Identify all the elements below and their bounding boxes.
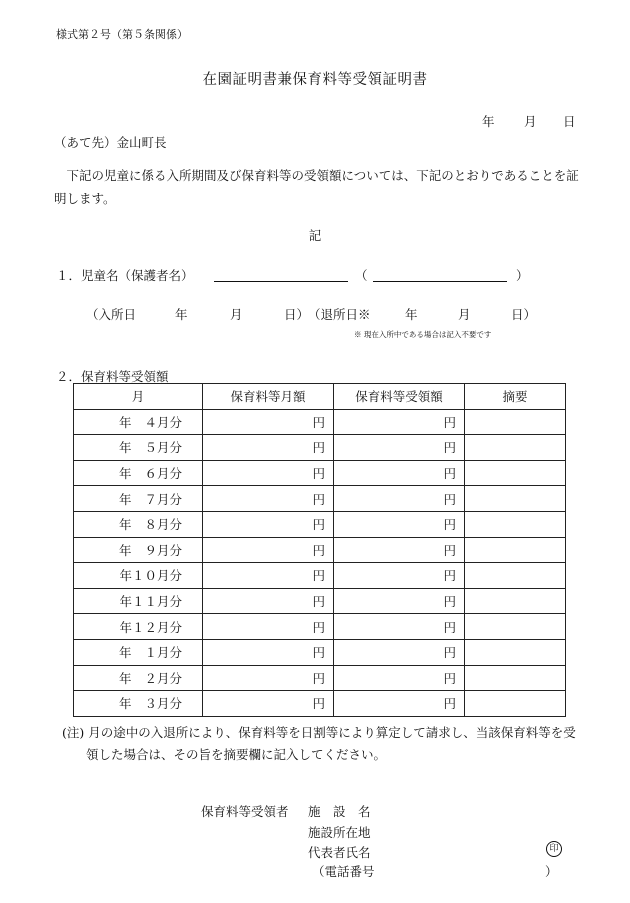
footnote-line-1: (注) 月の途中の入退所により、保育料等を日割等により算定して請求し、当該保育料等を受 [62, 725, 576, 740]
recipient-label: 保育料等受領者 [201, 804, 289, 819]
month-cell [74, 409, 203, 435]
document-title: 在園証明書兼保育料等受領証明書 [202, 72, 428, 88]
fee-row [74, 691, 566, 717]
yen-unit: 円 [312, 619, 325, 635]
yen-unit: 円 [443, 696, 456, 712]
fee-row [74, 460, 566, 486]
received-amount-cell[interactable] [334, 460, 465, 486]
exit-day: 日） [511, 307, 537, 322]
fee-table-header [74, 384, 566, 410]
remarks-cell[interactable] [465, 460, 566, 486]
remarks-cell[interactable] [465, 511, 566, 537]
date-day: 日 [563, 114, 576, 129]
fee-row [74, 435, 566, 461]
monthly-fee-cell[interactable] [203, 460, 334, 486]
yen-unit: 円 [312, 568, 325, 584]
month-label: １２月分 [131, 619, 182, 635]
phone-close: ） [545, 864, 558, 879]
monthly-fee-cell[interactable] [203, 409, 334, 435]
month-cell [74, 460, 203, 486]
month-label: ６月分 [144, 466, 182, 482]
guardian-paren-open: （ [355, 268, 368, 283]
fee-row [74, 537, 566, 563]
yen-unit: 円 [443, 491, 456, 507]
yen-unit: 円 [312, 440, 325, 456]
received-amount-cell[interactable] [334, 409, 465, 435]
form-number: 様式第２号（第５条関係） [56, 28, 188, 41]
exit-month: 月 [458, 307, 471, 322]
monthly-fee-cell[interactable] [203, 537, 334, 563]
yen-unit: 円 [443, 619, 456, 635]
monthly-fee-cell[interactable] [203, 486, 334, 512]
remarks-cell[interactable] [465, 435, 566, 461]
yen-unit: 円 [443, 670, 456, 686]
yen-unit: 円 [443, 594, 456, 610]
monthly-fee-cell[interactable] [203, 614, 334, 640]
month-cell [74, 435, 203, 461]
yen-unit: 円 [312, 542, 325, 558]
fee-section-label: ２．保育料等受領額 [56, 369, 169, 384]
received-amount-cell[interactable] [334, 614, 465, 640]
month-label: ９月分 [144, 542, 182, 558]
received-amount-cell[interactable] [334, 435, 465, 461]
yen-unit: 円 [312, 414, 325, 430]
remarks-cell[interactable] [465, 614, 566, 640]
year-mark: 年 [118, 670, 132, 686]
remarks-cell[interactable] [465, 588, 566, 614]
facility-name-label: 施 設 名 [308, 804, 371, 819]
remarks-cell[interactable] [465, 486, 566, 512]
fee-row [74, 511, 566, 537]
date-month: 月 [524, 114, 537, 129]
fee-row [74, 563, 566, 589]
remarks-cell[interactable] [465, 665, 566, 691]
monthly-fee-cell[interactable] [203, 639, 334, 665]
monthly-fee-cell[interactable] [203, 691, 334, 717]
yen-unit: 円 [443, 440, 456, 456]
yen-unit: 円 [312, 696, 325, 712]
month-cell [74, 614, 203, 640]
received-amount-cell[interactable] [334, 486, 465, 512]
month-label: １１月分 [131, 594, 182, 610]
yen-unit: 円 [443, 517, 456, 533]
phone-label: （電話番号 [312, 864, 375, 879]
representative-label: 代表者氏名 [308, 845, 371, 860]
entry-year: 年 [175, 307, 188, 322]
guardian-paren-close: ） [516, 268, 529, 283]
child-name-line[interactable] [214, 281, 348, 282]
footnote [62, 722, 587, 766]
entry-day: 日） [284, 307, 310, 322]
exit-date-note: ※ 現在入所中である場合は記入不要です [354, 330, 492, 339]
year-mark: 年 [118, 466, 132, 482]
month-label: １月分 [144, 645, 182, 661]
yen-unit: 円 [312, 670, 325, 686]
yen-unit: 円 [443, 645, 456, 661]
fee-table [73, 383, 566, 717]
yen-unit: 円 [443, 466, 456, 482]
ki-heading: 記 [308, 228, 322, 243]
fee-row [74, 614, 566, 640]
received-amount-cell[interactable] [334, 665, 465, 691]
year-mark: 年 [118, 414, 132, 430]
year-mark: 年 [118, 696, 132, 712]
received-amount-cell[interactable] [334, 537, 465, 563]
month-cell [74, 563, 203, 589]
yen-unit: 円 [312, 645, 325, 661]
monthly-fee-cell[interactable] [203, 435, 334, 461]
monthly-fee-cell[interactable] [203, 588, 334, 614]
guardian-name-line[interactable] [373, 281, 507, 282]
fee-row [74, 639, 566, 665]
yen-unit: 円 [312, 594, 325, 610]
yen-unit: 円 [312, 491, 325, 507]
yen-unit: 円 [443, 568, 456, 584]
child-name-label: １．児童名（保護者名） [56, 268, 194, 283]
month-label: ２月分 [144, 670, 182, 686]
month-label: ３月分 [144, 696, 182, 712]
month-label: ４月分 [144, 414, 182, 430]
footnote-line-2: 領した場合は、その旨を摘要欄に記入してください。 [86, 747, 387, 762]
fee-row [74, 409, 566, 435]
month-cell [74, 665, 203, 691]
year-mark: 年 [119, 568, 132, 584]
month-cell [74, 691, 203, 717]
month-label: ５月分 [144, 440, 182, 456]
year-mark: 年 [119, 594, 132, 610]
month-cell [74, 588, 203, 614]
header-remarks: 摘要 [465, 384, 566, 410]
fee-row [74, 486, 566, 512]
fee-row [74, 665, 566, 691]
entry-month: 月 [230, 307, 243, 322]
exit-date-label: （退所日※ [308, 307, 371, 322]
monthly-fee-cell[interactable] [203, 665, 334, 691]
fee-row [74, 588, 566, 614]
month-cell [74, 639, 203, 665]
remarks-cell[interactable] [465, 409, 566, 435]
date-year: 年 [482, 114, 495, 129]
monthly-fee-cell[interactable] [203, 563, 334, 589]
remarks-cell[interactable] [465, 537, 566, 563]
year-mark: 年 [118, 542, 132, 558]
remarks-cell[interactable] [465, 563, 566, 589]
certification-statement: 下記の児童に係る入所期間及び保育料等の受領額については、下記のとおりであることを証明します。 [54, 168, 579, 206]
month-label: １０月分 [131, 568, 182, 584]
remarks-cell[interactable] [465, 639, 566, 665]
month-cell [74, 511, 203, 537]
year-mark: 年 [118, 491, 132, 507]
remarks-cell[interactable] [465, 691, 566, 717]
year-mark: 年 [118, 517, 132, 533]
seal-mark: 印 [546, 841, 562, 857]
month-label: ８月分 [144, 517, 182, 533]
header-month: 月 [74, 384, 203, 410]
year-mark: 年 [118, 440, 132, 456]
yen-unit: 円 [312, 517, 325, 533]
monthly-fee-cell[interactable] [203, 511, 334, 537]
received-amount-cell[interactable] [334, 563, 465, 589]
header-received-amount: 保育料等受領額 [334, 384, 465, 410]
month-cell [74, 537, 203, 563]
month-cell [74, 486, 203, 512]
addressee: （あて先）金山町長 [54, 135, 167, 150]
received-amount-cell[interactable] [334, 691, 465, 717]
month-label: ７月分 [144, 491, 182, 507]
year-mark: 年 [119, 619, 132, 635]
yen-unit: 円 [312, 466, 325, 482]
yen-unit: 円 [443, 414, 456, 430]
year-mark: 年 [118, 645, 132, 661]
received-amount-cell[interactable] [334, 511, 465, 537]
exit-year: 年 [405, 307, 418, 322]
received-amount-cell[interactable] [334, 639, 465, 665]
entry-date-label: （入所日 [86, 307, 137, 322]
received-amount-cell[interactable] [334, 588, 465, 614]
yen-unit: 円 [443, 542, 456, 558]
facility-address-label: 施設所在地 [308, 825, 371, 840]
header-monthly-fee: 保育料等月額 [203, 384, 334, 410]
